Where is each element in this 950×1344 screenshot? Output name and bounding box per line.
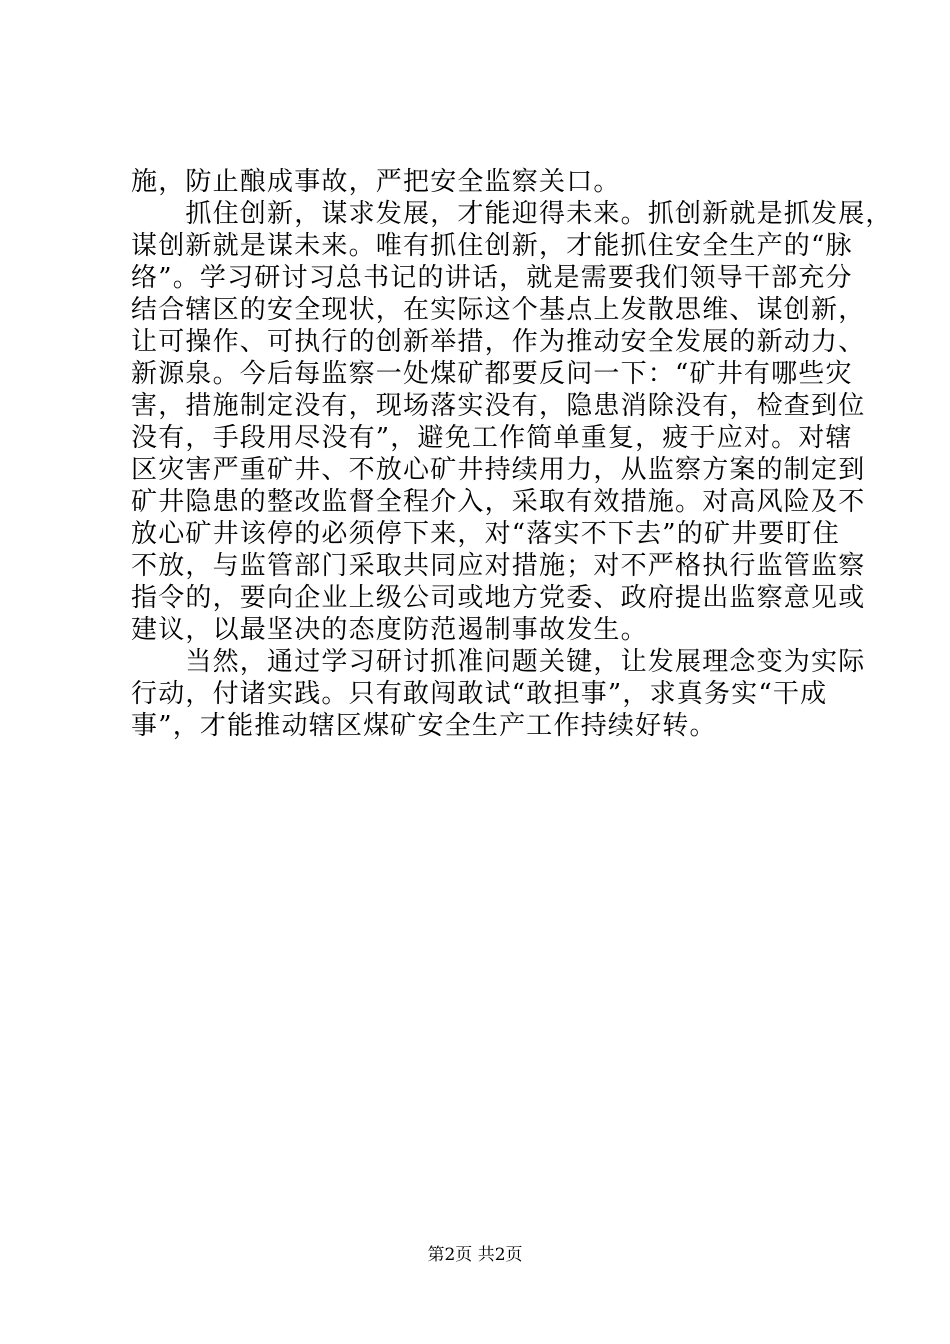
- text-line: 矿井隐患的整改监督全程介入，采取有效措施。对高风险及不: [131, 487, 866, 517]
- text-line: 新源泉。今后每监察一处煤矿都要反问一下：“矿井有哪些灾: [131, 359, 853, 389]
- body-text: [131, 166, 893, 742]
- text-line: 害，措施制定没有，现场落实没有，隐患消除没有，检查到位: [131, 391, 866, 421]
- text-line: 抓住创新，谋求发展，才能迎得未来。抓创新就是抓发展，: [131, 199, 893, 229]
- text-line: 指令的，要向企业上级公司或地方党委、政府提出监察意见或: [131, 583, 866, 613]
- page-number-footer: 第2页 共2页: [427, 1245, 523, 1265]
- text-line: 结合辖区的安全现状，在实际这个基点上发散思维、谋创新，: [131, 295, 866, 325]
- text-line: 不放，与监管部门采取共同应对措施；对不严格执行监管监察: [131, 551, 866, 581]
- text-line: 谋创新就是谋未来。唯有抓住创新，才能抓住安全生产的“脉: [131, 231, 853, 261]
- text-line: 区灾害严重矿井、不放心矿井持续用力，从监察方案的制定到: [131, 455, 866, 485]
- text-line: 让可操作、可执行的创新举措，作为推动安全发展的新动力、: [131, 327, 866, 357]
- text-line: 络”。学习研讨习总书记的讲话，就是需要我们领导干部充分: [131, 263, 853, 293]
- text-line: 建议，以最坚决的态度防范遏制事故发生。: [131, 615, 648, 645]
- text-line: 事”，才能推动辖区煤矿安全生产工作持续好转。: [131, 711, 717, 741]
- text-line: 没有，手段用尽没有”，避免工作简单重复，疲于应对。对辖: [131, 423, 853, 453]
- text-line: 行动，付诸实践。只有敢闯敢试“敢担事”，求真务实“干成: [131, 679, 828, 709]
- text-line: 当然，通过学习研讨抓准问题关键，让发展理念变为实际: [131, 647, 866, 677]
- text-line: 施，防止酿成事故，严把安全监察关口。: [131, 167, 621, 197]
- text-line: 放心矿井该停的必须停下来，对“落实不下去”的矿井要盯住: [131, 519, 840, 549]
